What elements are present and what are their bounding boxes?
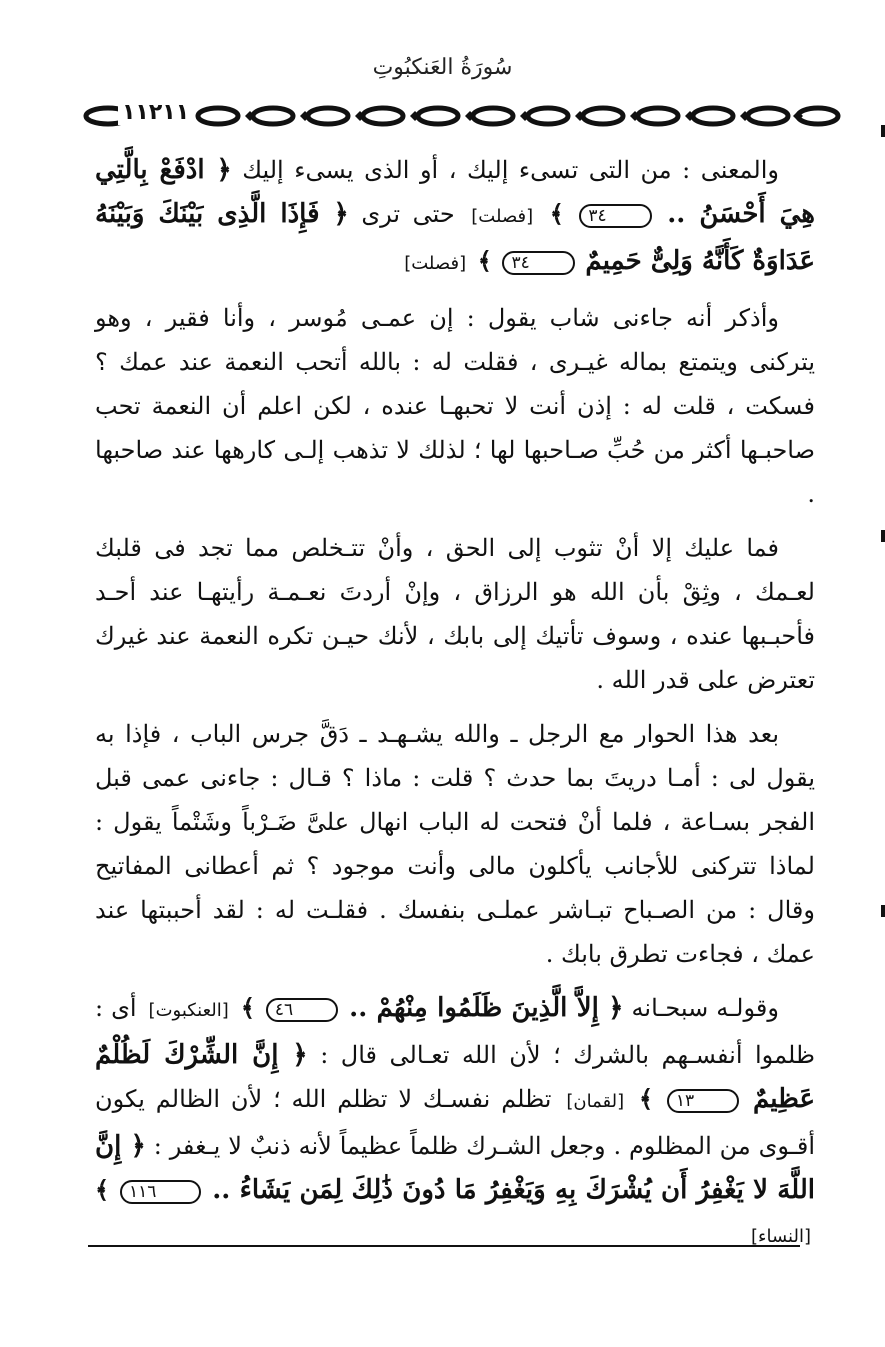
quran-verse: ﴿ إِنَّ اللَّهَ لا يَغْفِرُ أَن يُشْرَكَ بِهِ وَيَغْفِرُ مَا دُونَ ذَٰلِكَ لِمَن يَشَاءُ .. bbox=[95, 1131, 815, 1205]
ayah-number: ٣٤ bbox=[579, 204, 651, 228]
paragraph-2: وأذكر أنه جاءنى شاب يقول : إن عمـى مُوسر ، وأنا فقير ، وهو يتركنى ويتمتع بماله غيـرى ، فقلت له : بالله أتحب النعمة عند عمك ؟ فسكت ، قلت له : إذن أنت لا تحبهـا عنده ، لكن اعلم أن النعمة تحب صاحبـها أكثر من حُبِّ صـاحبها لها ؛ لذلك لا تذهب إلـى كارهها عند صاحبها . bbox=[95, 304, 815, 508]
scan-edge-mark bbox=[881, 530, 885, 542]
page-body bbox=[95, 148, 815, 1269]
surah-reference: [النساء] bbox=[751, 1226, 811, 1247]
surah-reference: [فصلت] bbox=[404, 253, 467, 274]
text: والمعنى : من التى تسىء إليك ، أو الذى يسىء إليك bbox=[242, 156, 779, 184]
text: وقولـه سبحـانه bbox=[631, 994, 779, 1022]
verse-close-bracket: ﴾ bbox=[477, 246, 492, 275]
text: حتى ترى bbox=[361, 200, 455, 228]
quran-verse: ﴿ فَإِذَا الَّذِى بَيْنَكَ وَبَيْنَهُ عَدَاوَةٌ كَأَنَّهُ وَلِىٌّ حَمِيمٌ bbox=[95, 199, 815, 276]
paragraph-3: فما عليك إلا أنْ تثوب إلى الحق ، وأنْ تتـخلص مما تجد فى قلبك لعـمك ، وثِقْ بأن الله هو الرزاق ، وإنْ أردتَ نعـمـة رأيتهـا عند أحـد فأحبـبها عنده ، وسوف تأتيك إلى بابك ، لأنك حيـن تكره النعمة عند غيرك تعترض على قدر الله . bbox=[95, 534, 815, 694]
quran-verse: ﴿ إِنَّ الشِّرْكَ لَظُلْمٌ عَظِيمٌ bbox=[95, 1040, 815, 1114]
surah-reference: [فصلت] bbox=[471, 206, 534, 227]
ayah-number: ١١٦ bbox=[120, 1180, 201, 1204]
surah-reference: [لقمان] bbox=[566, 1091, 625, 1112]
paragraph-5 bbox=[95, 986, 815, 1259]
surah-title: سُورَةُ العَنكبُوتِ bbox=[372, 55, 513, 80]
quran-verse: ﴿ ادْفَعْ بِالَّتِي هِيَ أَحْسَنُ .. bbox=[95, 155, 815, 229]
paragraph-1 bbox=[95, 148, 815, 286]
scan-edge-mark bbox=[881, 905, 885, 917]
verse-close-bracket: ﴾ bbox=[95, 1175, 110, 1204]
verse-close-bracket: ﴾ bbox=[240, 993, 255, 1022]
text: أى : ظلموا أنفسـهم بالشرك ؛ لأن الله تعـالى قال : bbox=[95, 994, 815, 1069]
footer-divider bbox=[88, 1245, 800, 1247]
ayah-number: ٤٦ bbox=[266, 998, 338, 1022]
quran-verse: ﴿ إِلاَّ الَّذِينَ ظَلَمُوا مِنْهُمْ .. bbox=[349, 993, 624, 1023]
paragraph-4: بعد هذا الحوار مع الرجل ـ والله يشـهـد ـ دَقَّ جرس الباب ، فإذا به يقول لى : أمـا دريتَ بما حدث ؟ قلت : ماذا ؟ قـال : جاءنى عمى قبل الفجر بسـاعة ، فلما أنْ فتحت له الباب انهال علىَّ ضَـرْباً وشَتْماً يقول : لماذا تتركنى للأجانب يأكلون مالى وأنت موجود ؟ ثم أعطانى المفاتيح وقال : من الصـباح تبـاشر عملـى بنفسك . فقلـت له : لقد أحببتها عند عمك ، فجاءت تطرق بابك . bbox=[95, 720, 815, 968]
page-number: ١١٢١١ bbox=[118, 100, 193, 125]
verse-close-bracket: ﴾ bbox=[549, 199, 564, 228]
ayah-number: ١٣ bbox=[667, 1089, 739, 1113]
text: تظلم نفسـك لا تظلم الله ؛ لأن الظالم يكون أقـوى من المظلوم . وجعل الشـرك ظلماً عظيماً لأنه ذنبٌ لا يـغفر : bbox=[95, 1085, 815, 1160]
verse-close-bracket: ﴾ bbox=[638, 1084, 654, 1113]
scan-edge-mark bbox=[881, 125, 885, 137]
surah-reference: [العنكبوت] bbox=[148, 1000, 229, 1021]
ayah-number: ٣٤ bbox=[502, 251, 574, 275]
